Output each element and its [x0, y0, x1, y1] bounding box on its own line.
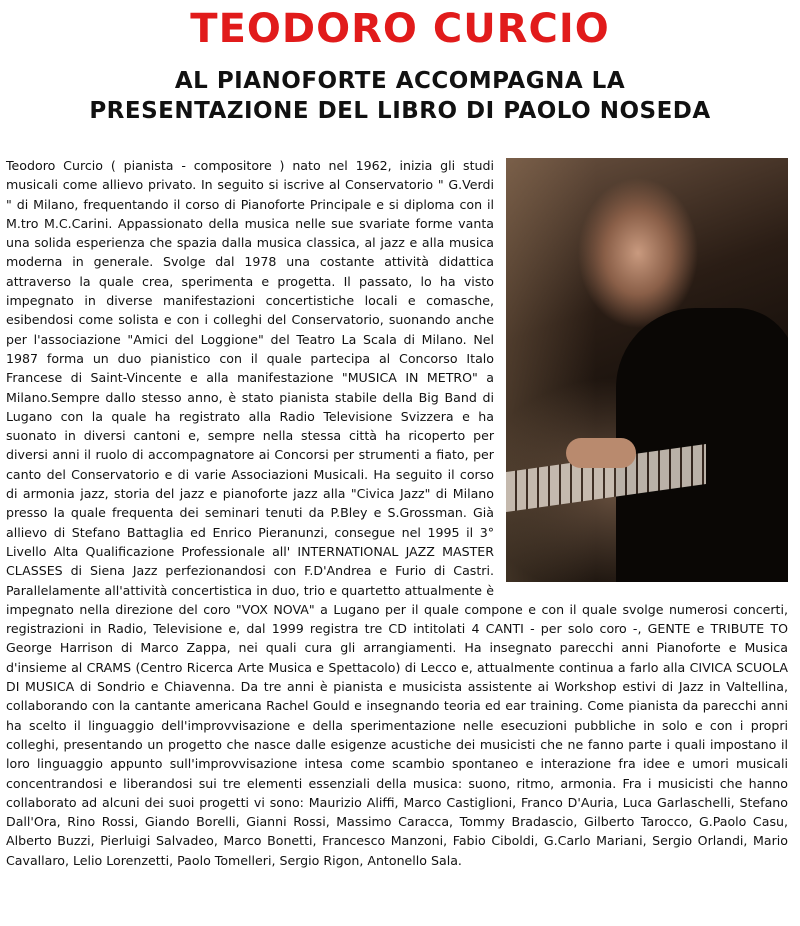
- subtitle-line-2: PRESENTAZIONE DEL LIBRO DI PAOLO NOSEDA: [89, 98, 711, 124]
- page-subtitle: [0, 66, 800, 126]
- photo-float-spacer: [494, 156, 788, 584]
- article-text: Teodoro Curcio ( pianista - compositore ) nato nel 1962, inizia gli studi musicali come allievo privato. In seguito si iscrive al Conservatorio " G.Verdi " di Milano, frequentando il corso di Pianoforte Principale e si diploma con il M.tro M.C.Carini. Appassionato della musica nelle sue svariate forme vanta una solida esperienza che spazia dalla musica classica, al jazz e alla musica moderna in generale. Svolge dal 1978 una costante attività didattica attraverso la quale crea, sperimenta e progetta. Il passato, lo ha visto impegnato in diverse manifestazioni concertistiche locali e comasche, esibendosi come solista e con i colleghi del Conservatorio, suonando anche per l'associazione "Amici del Loggione" del Teatro La Scala di Milano. Nel 1987 forma un duo pianistico con il quale partecipa al Concorso Italo Francese di Saint-Vincente e alla manifestazione "MUSICA IN METRO" a Milano.Sempre dallo stesso anno, è stato pianista stabile della Big Band di Lugano con la quale ha registrato alla Radio Televisione Svizzera e ha suonato in diversi cantoni e, sempre nella stessa città ha ricoperto per diversi anni il ruolo di accompagnatore ai Concorsi per strumenti a fiato, per canto del Conservatorio e di varie Associazioni Musicali. Ha seguito il corso di armonia jazz, storia del jazz e pianoforte jazz alla "Civica Jazz" di Milano presso la quale frequenta dei seminari tenuti da P.Bley e S.Grossman. Già allievo di Stefano Battaglia ed Enrico Pieranunzi, consegue nel 1995 il 3° Livello Alta Qualificazione Professionale all' INTERNATIONAL JAZZ MASTER CLASSES di Siena Jazz perfezionandosi con F.D'Andrea e Furio di Castri. Parallelamente all'attività concertistica in duo, trio e quartetto attualmente è impegnato nella direzione del coro "VOX NOVA" a Lugano per il quale compone e con il quale svolge numerosi concerti, registrazioni in Radio, Televisione e, dal 1999 registra tre CD intitolati 4 CANTI - per solo coro -, GENTE e TRIBUTE TO George Harrison di Marco Zappa, nei quali cura gli arrangiamenti. Ha insegnato parecchi anni Pianoforte e Musica d'insieme al CRAMS (Centro Ricerca Arte Musica e Spettacolo) di Lecco e, attualmente continua a farlo alla CIVICA SCUOLA DI MUSICA di Sondrio e Chiavenna. Da tre anni è pianista e musicista assistente ai Workshop estivi di Jazz in Valtellina, collaborando con la cantante americana Rachel Gould e insegnando teoria ed ear training. Come pianista da parecchi anni ha scelto il linguaggio dell'improvvisazione e della sperimentazione nelle esecuzioni pubbliche in solo e con i propri colleghi, presentando un progetto che nasce dalle esigenze acustiche dei musicisti che ne fanno parte i quali impostano il loro linguaggio appunto sull'improvvisazione intesa come scambio spontaneo e interazione fra idee e umori musicali concentrandosi e liberandosi sui tre elementi essenziali della musica: suono, ritmo, armonia. Fra i musicisti che hanno collaborato ad alcuni dei suoi progetti vi sono: Maurizio Aliffi, Marco Castiglioni, Franco D'Auria, Luca Garlaschelli, Stefano Dall'Ora, Rino Rossi, Giando Borelli, Gianni Rossi, Massimo Caracca, Tommy Bradascio, Gilberto Tarocco, G.Paolo Casu, Alberto Buzzi, Pierluigi Salvadeo, Marco Bonetti, Francesco Manzoni, Fabio Ciboldi, G.Carlo Mariani, Sergio Orlandi, Mario Cavallaro, Lelio Lorenzetti, Paolo Tomelleri, Sergio Rigon, Antonello Sala.: [6, 158, 788, 868]
- page-title: TEODORO CURCIO: [190, 6, 610, 52]
- subtitle-line-1: AL PIANOFORTE ACCOMPAGNA LA: [174, 68, 626, 94]
- article-body: [6, 156, 788, 870]
